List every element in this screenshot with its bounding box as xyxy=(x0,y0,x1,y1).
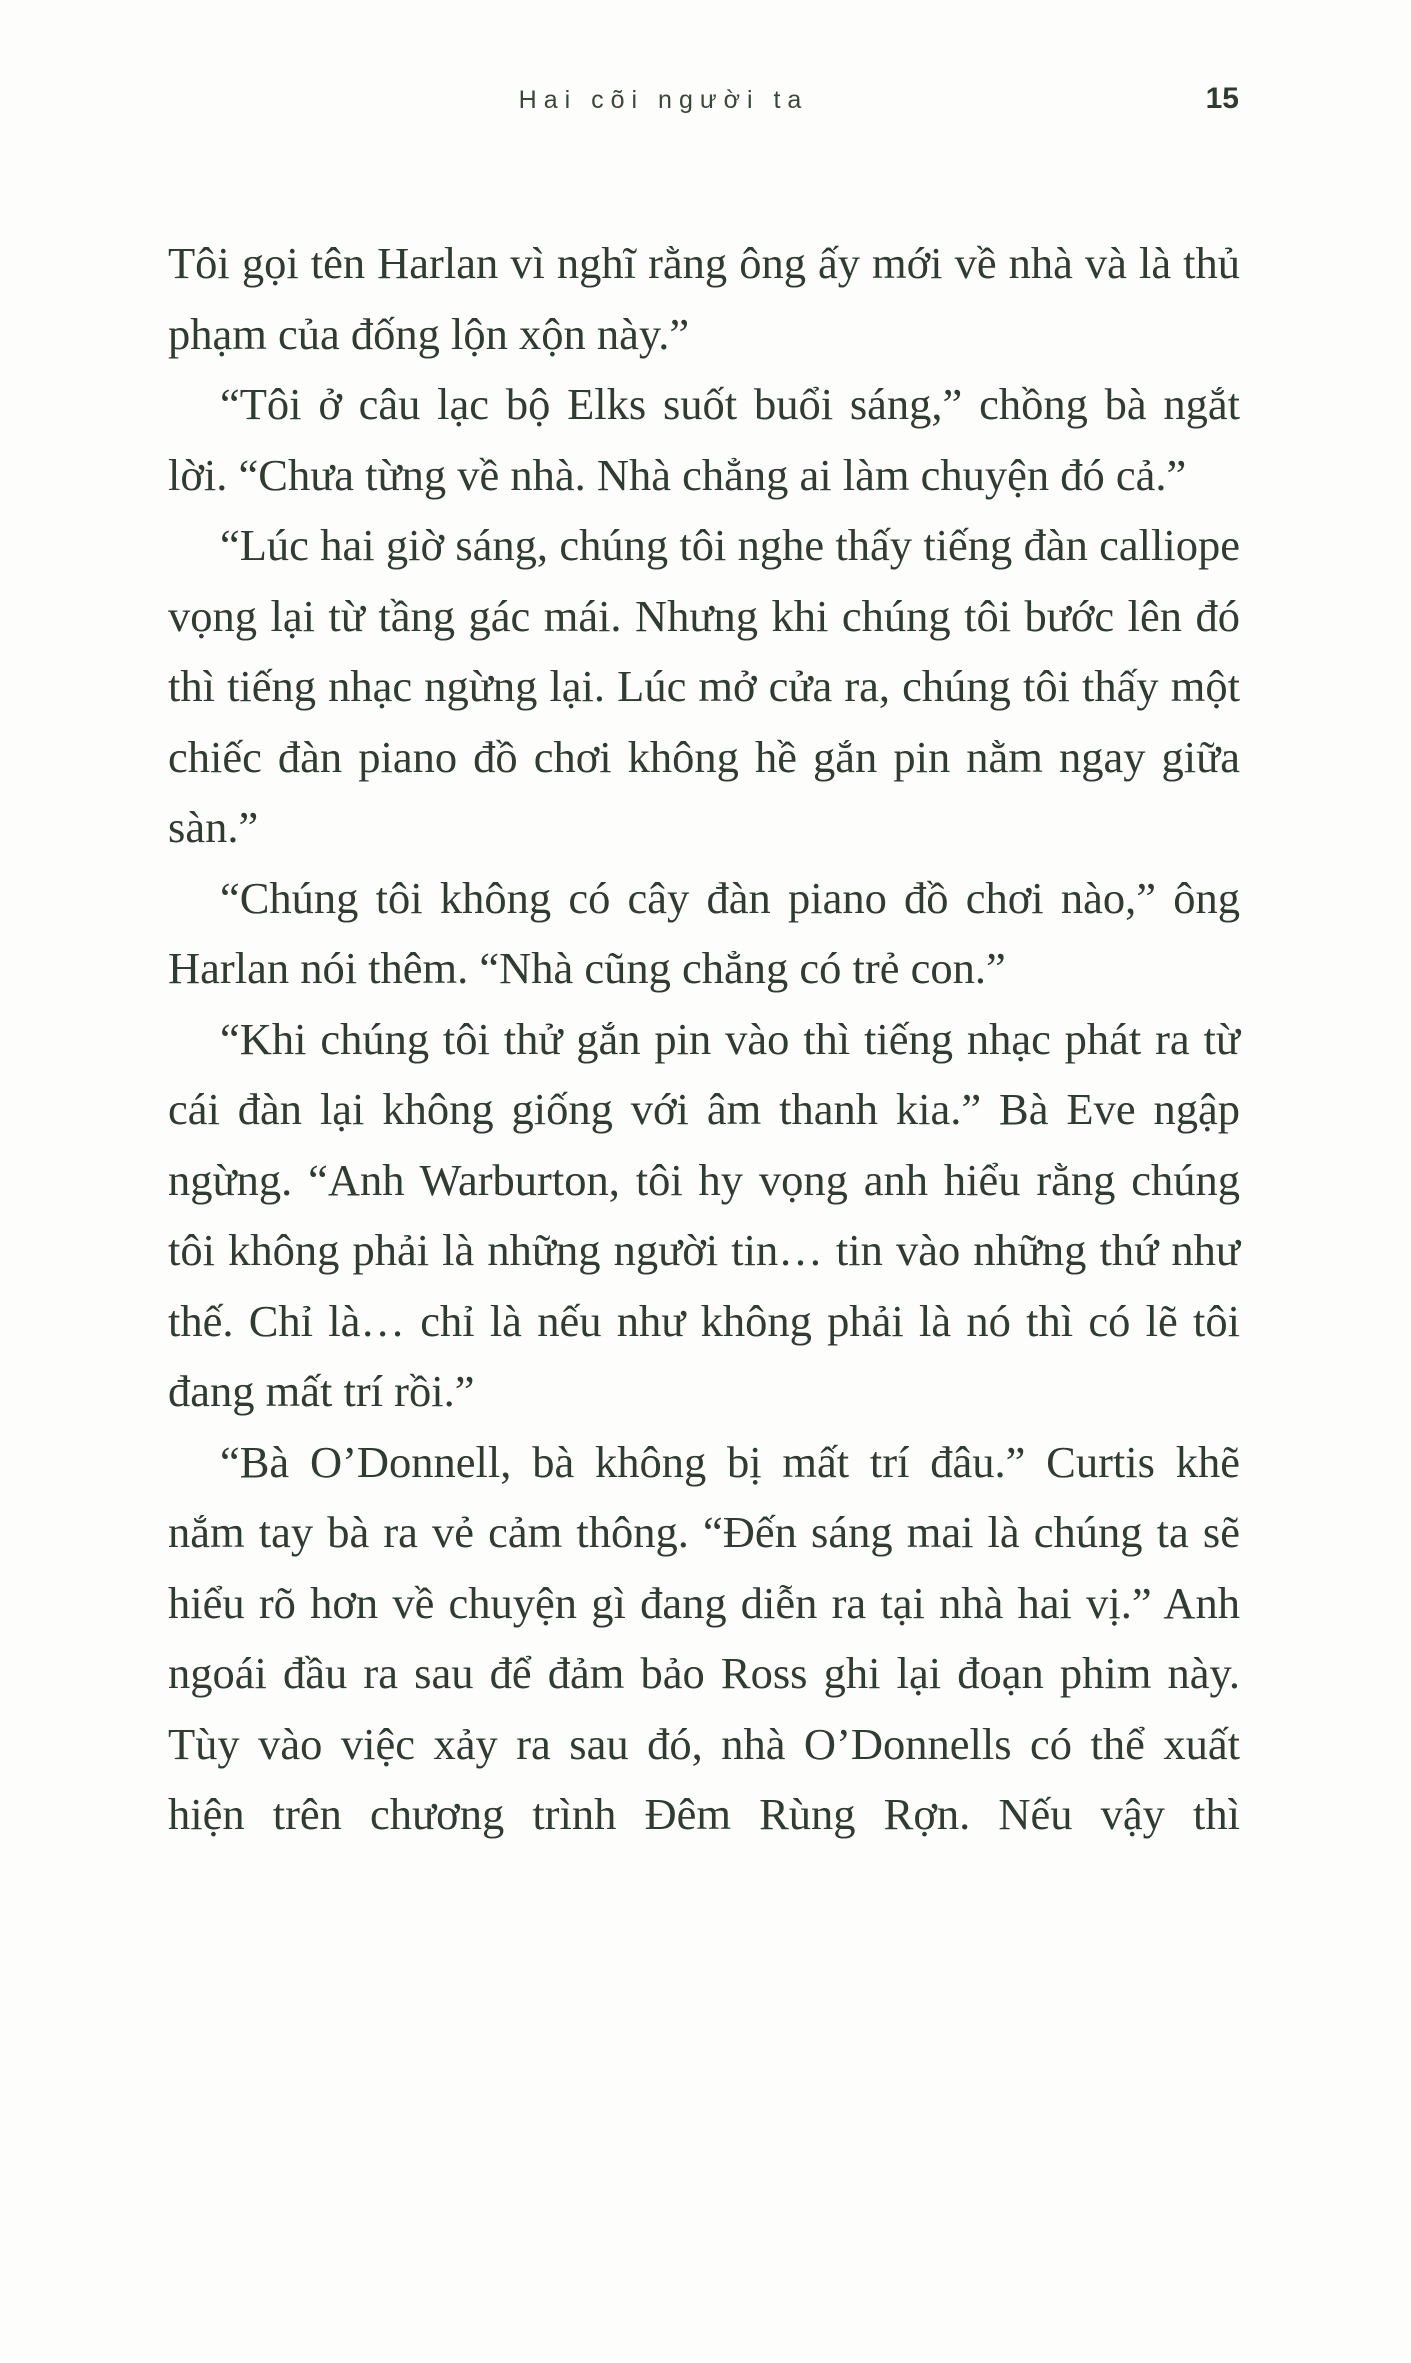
running-title: Hai cõi người ta xyxy=(518,86,809,114)
paragraph: “Bà O’Donnell, bà không bị mất trí đâu.” Curtis khẽ nắm tay bà ra vẻ cảm thông. “Đến sáng mai là chúng ta sẽ hiểu rõ hơn về chuyện gì đang diễn ra tại nhà hai vị.” Anh ngoái đầu ra sau để đảm bảo Ross ghi lại đoạn phim này. Tùy vào việc xảy ra sau đó, nhà O’Donnells có thể xuất hiện trên chương trình Đêm Rùng Rợn. Nếu vậy thì xyxy=(168,1436,1240,1839)
paragraph: Tôi gọi tên Harlan vì nghĩ rằng ông ấy mới về nhà và là thủ phạm của đống lộn xộn này.” xyxy=(168,238,1240,359)
paragraph: “Tôi ở câu lạc bộ Elks suốt buổi sáng,” chồng bà ngắt lời. “Chưa từng về nhà. Nhà chẳng ai làm chuyện đó cả.” xyxy=(168,379,1240,500)
paragraph: “Lúc hai giờ sáng, chúng tôi nghe thấy tiếng đàn calliope vọng lại từ tầng gác mái. Nhưng khi chúng tôi bước lên đó thì tiếng nhạc ngừng lại. Lúc mở cửa ra, chúng tôi thấy một chiếc đàn piano đồ chơi không hề gắn pin nằm ngay giữa sàn.” xyxy=(168,520,1240,852)
paragraph: “Khi chúng tôi thử gắn pin vào thì tiếng nhạc phát ra từ cái đàn lại không giống với âm thanh kia.” Bà Eve ngập ngừng. “Anh Warburton, tôi hy vọng anh hiểu rằng chúng tôi không phải là những người tin… tin vào những thứ như thế. Chỉ là… chỉ là nếu như không phải là nó thì có lẽ tôi đang mất trí rồi.” xyxy=(168,1013,1240,1416)
paragraph: “Chúng tôi không có cây đàn piano đồ chơi nào,” ông Harlan nói thêm. “Nhà cũng chẳng có trẻ con.” xyxy=(168,872,1240,993)
page-header xyxy=(0,82,1411,126)
body-text xyxy=(168,228,1240,1920)
page-number: 15 xyxy=(1205,82,1239,115)
